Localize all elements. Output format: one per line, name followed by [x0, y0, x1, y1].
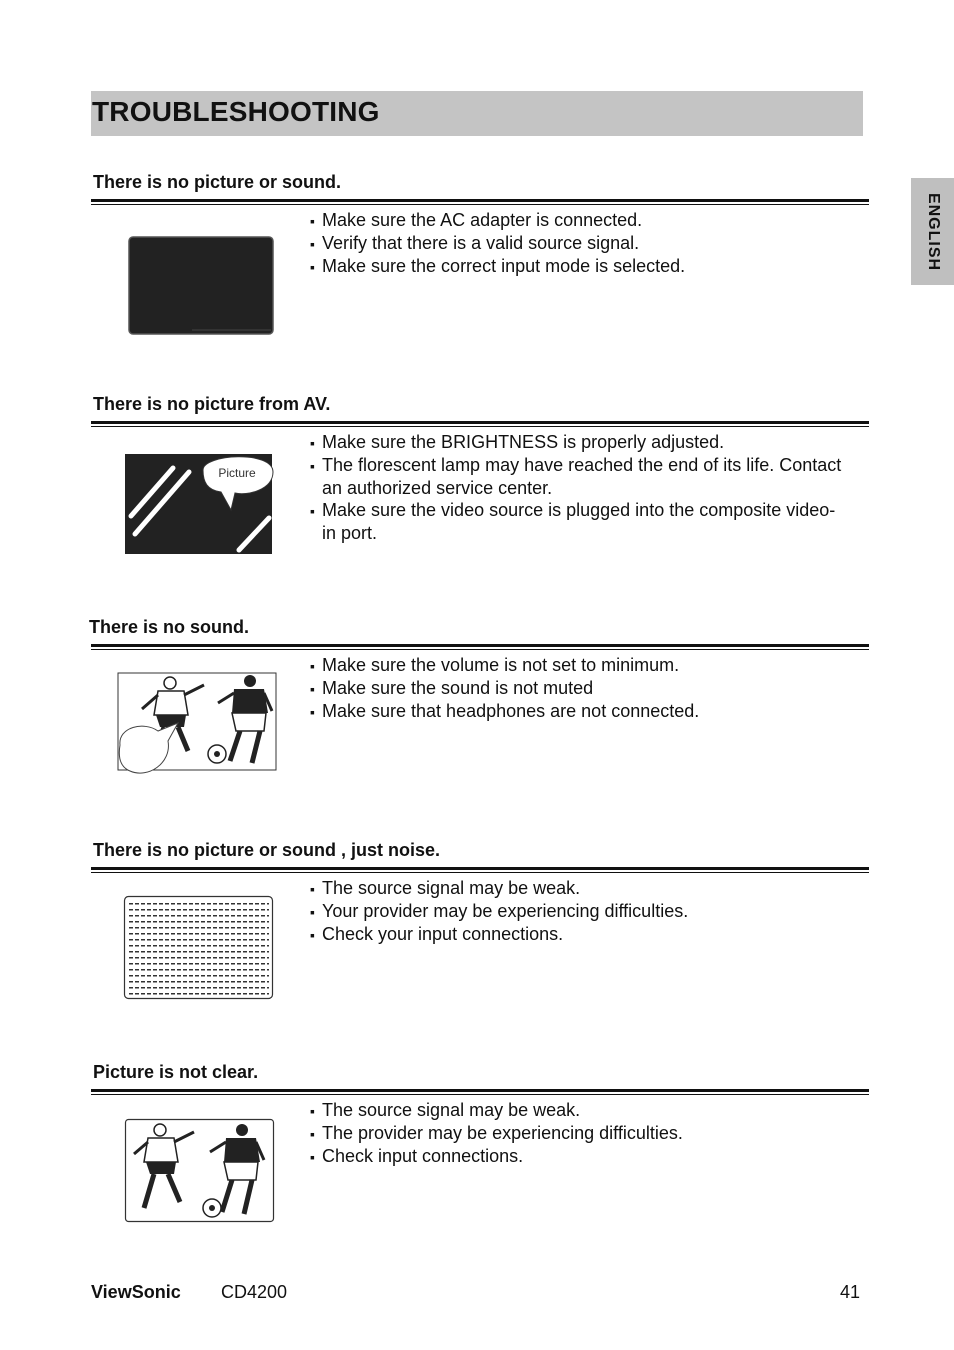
section-rule-thin [91, 872, 869, 873]
static-noise-illustration [123, 895, 275, 1001]
tip-item: ▪ Make sure the volume is not set to minimum. [310, 654, 699, 677]
section-rule [91, 867, 869, 870]
language-tab-label: ENGLISH [924, 192, 942, 271]
footer-brand: ViewSonic [91, 1282, 181, 1302]
section-rule [91, 644, 869, 647]
tip-item: ▪ Make sure the sound is not muted [310, 677, 699, 700]
tip-item: ▪ Make sure the AC adapter is connected. [310, 209, 685, 232]
section-heading: There is no picture or sound. [93, 172, 342, 192]
tip-item: ▪ The provider may be experiencing difficulties. [310, 1122, 683, 1145]
soccer-players-picture-illustration [124, 1118, 276, 1224]
section-rule-thin [91, 426, 869, 427]
section-heading: There is no picture from AV. [93, 394, 331, 414]
section-heading: There is no picture or sound , just noise. [93, 840, 441, 860]
footer-model: CD4200 [221, 1282, 288, 1302]
tips-list [310, 877, 688, 946]
tips-list [310, 654, 699, 723]
section-rule [91, 421, 869, 424]
tip-item: ▪ Make sure that headphones are not connected. [310, 700, 699, 723]
tip-item: ▪ Verify that there is a valid source signal. [310, 232, 685, 255]
tips-list [310, 431, 842, 544]
tip-item: ▪ Your provider may be experiencing difficulties. [310, 900, 688, 923]
tip-item: ▪ The florescent lamp may have reached the end of its life. Contact an authorized service center. [310, 454, 842, 499]
tips-list [310, 1099, 683, 1168]
tip-item: ▪ Make sure the BRIGHTNESS is properly adjusted. [310, 431, 842, 454]
tip-item: ▪ Check input connections. [310, 1145, 683, 1168]
tip-item: ▪ The source signal may be weak. [310, 877, 688, 900]
blank-screen-illustration [127, 235, 277, 337]
section-heading: There is no sound. [89, 617, 250, 637]
page-title-bar [91, 91, 863, 136]
soccer-players-illustration [114, 671, 278, 779]
section-rule-thin [91, 649, 869, 650]
page-number: 41 [840, 1282, 861, 1302]
bubble-label: Picture [218, 466, 256, 480]
section-heading: Picture is not clear. [93, 1062, 259, 1082]
tip-item: ▪ Make sure the video source is plugged into the composite video-in port. [310, 499, 842, 544]
page-title: TROUBLESHOOTING [92, 96, 380, 127]
section-rule-thin [91, 1094, 869, 1095]
section-rule [91, 199, 869, 202]
tip-item: ▪ Check your input connections. [310, 923, 688, 946]
picture-bubble-illustration [123, 446, 275, 558]
tip-item: ▪ The source signal may be weak. [310, 1099, 683, 1122]
tip-item: ▪ Make sure the correct input mode is selected. [310, 255, 685, 278]
tips-list [310, 209, 685, 278]
language-tab [911, 178, 954, 285]
section-rule [91, 1089, 869, 1092]
section-rule-thin [91, 204, 869, 205]
